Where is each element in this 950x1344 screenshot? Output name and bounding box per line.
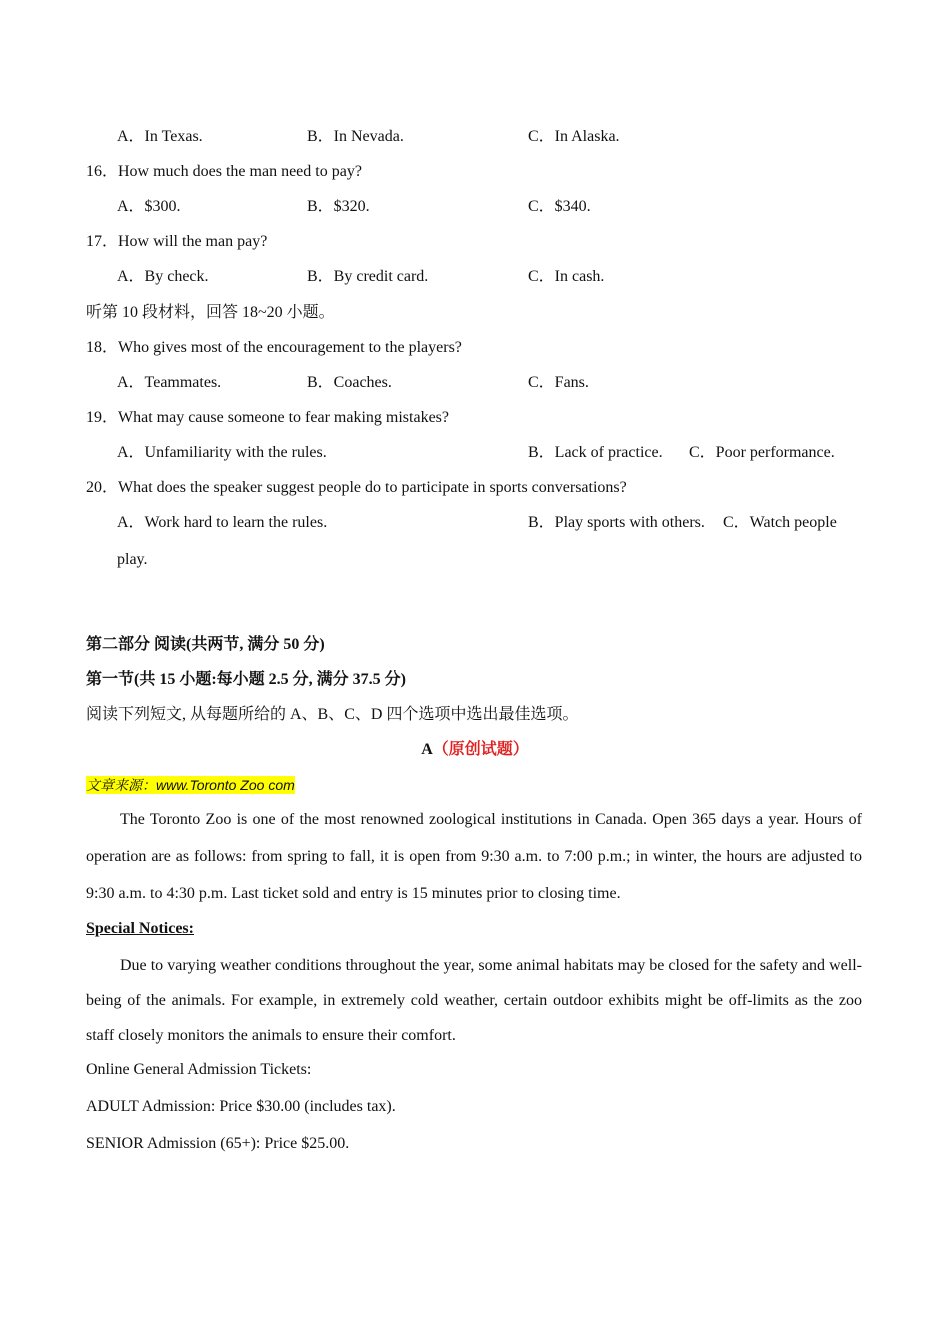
passage-paragraph-1: The Toronto Zoo is one of the most renowned zoological institutions in Canada. Open 365 days a year. Hours of operation are as follows: from spring to fall, it is open from 9:30 a.m. to 7:00 p.m.; in winter, the hours are adjusted to 9:30 a.m. to 4:30 p.m. Last ticket sold and entry is 15 minutes prior to closing time. [86, 811, 862, 902]
q15-option-b: B．In Nevada. [307, 128, 404, 145]
q19-question: 19．What may cause someone to fear making mistakes? [86, 409, 449, 426]
passage-tag: （原创试题） [432, 741, 529, 758]
q20-option-c: C．Watch people [723, 514, 837, 531]
adult-admission: ADULT Admission: Price $30.00 (includes tax). [86, 1098, 396, 1115]
q17-option-c: C．In cash. [528, 268, 605, 285]
passage-label: A [421, 741, 433, 758]
q20-option-b: B．Play sports with others. [528, 514, 705, 531]
q18-option-a: A．Teammates. [117, 374, 222, 391]
passage-heading [0, 740, 950, 760]
tickets-heading: Online General Admission Tickets: [86, 1061, 312, 1078]
section-one-title: 第一节(共 15 小题:每小题 2.5 分, 满分 37.5 分) [86, 671, 406, 688]
q20-option-a: A．Work hard to learn the rules. [117, 514, 328, 531]
q18-option-b: B．Coaches. [307, 374, 392, 391]
q18-option-c: C．Fans. [528, 374, 589, 391]
q16-question: 16．How much does the man need to pay? [86, 163, 362, 180]
q15-option-a: A．In Texas. [117, 128, 203, 145]
q19-option-c: C．Poor performance. [689, 444, 835, 461]
q18-question: 18．Who gives most of the encouragement to the players? [86, 339, 462, 356]
q16-option-b: B．$320. [307, 198, 370, 215]
q20-option-c-continued: play. [117, 551, 148, 568]
q17-option-a: A．By check. [117, 268, 209, 285]
source-line [86, 775, 295, 796]
passage-paragraph-2: Due to varying weather conditions throughout the year, some animal habitats may be closed for the safety and well-being of the animals. For example, in extremely cold weather, certain outdoor exhibits might be off-limits as the zoo staff closely monitors the animals to ensure their comfort. [86, 957, 862, 1044]
q16-option-a: A．$300. [117, 198, 181, 215]
special-notices-heading: Special Notices: [86, 920, 194, 937]
senior-admission: SENIOR Admission (65+): Price $25.00. [86, 1135, 350, 1152]
q19-option-a: A．Unfamiliarity with the rules. [117, 444, 327, 461]
q17-question: 17．How will the man pay? [86, 233, 268, 250]
q17-option-b: B．By credit card. [307, 268, 429, 285]
q20-question: 20．What does the speaker suggest people do to participate in sports conversations? [86, 479, 627, 496]
section10-instruction: 听第 10 段材料，回答 18~20 小题。 [86, 304, 335, 321]
q15-option-c: C．In Alaska. [528, 128, 620, 145]
q19-option-b: B．Lack of practice. [528, 444, 663, 461]
part-two-title: 第二部分 阅读(共两节, 满分 50 分) [86, 636, 325, 653]
source-highlight: 文章来源：www.Toronto Zoo com [86, 777, 295, 793]
reading-instruction: 阅读下列短文, 从每题所给的 A、B、C、D 四个选项中选出最佳选项。 [86, 706, 579, 723]
q16-option-c: C．$340. [528, 198, 591, 215]
